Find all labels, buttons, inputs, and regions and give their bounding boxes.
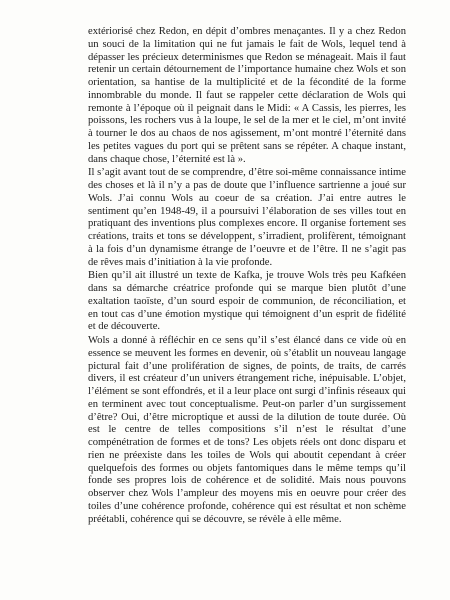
paragraph-redon-wols: extériorisé chez Redon, en dépit d’ombres menaçantes. Il y a chez Redon un souci de la limitation qui ne fut jamais le fait de Wols, lequel tend à dépasser les précieux determinismes que Redon se ménageait. Mais il faut retenir un certain détournement de l’importance humaine chez Wols et son orientation, sa hantise de la multiplicité et de la fécondité de la forme innombrable du monde. Il faut se rappeler cette déclaration de Wols qui remonte à l’époque où il peignait dans le Midi: « A Cassis, les pierres, les poissons, les rochers vus à la loupe, le sel de la mer et le ciel, m’ont invité à tourner le dos au chaos de nos agissement, m’ont montré l’éternité dans les petites vagues du port qui se prêtent sans se répéter. A chaque instant, dans chaque chose, l’éternité est là ». [88,26,406,165]
paragraph-self-knowledge: Il s’agit avant tout de se comprendre, d’être soi-même connaissance intime des choses et là il n’y a pas de doute que l’influence sartrienne a joué sur Wols. J’ai connu Wols au coeur de sa création. J’ai entre autres le sentiment qu’en 1948-49, il a poursuivi l’élaboration de ses villes tout en pratiquant des inventions plus complexes encore. Il organise fortement ses créations, traits et tons se développent, s’irradient, prolifèrent, témoignant à la fois d’un dynamisme étrange de l’oeuvre et de l’être. Il ne s’agit pas de rêves mais d’initiation à la vie profonde. [88,167,406,268]
paragraph-kafka: Bien qu’il ait illustré un texte de Kafka, je trouve Wols très peu Kafkéen dans sa démarche créatrice profonde qui se marque bien plutôt d’une exaltation taoïste, d’un sourd espoir de communion, de réconciliation, et en tout cas d’une émotion mystique qui témoignent d’un esprit de fidélité et de découverte. [88,270,406,333]
paragraph-pictorial-language: Wols a donné à réfléchir en ce sens qu’il s’est élancé dans ce vide où en essence se meuvent les formes en devenir, où s’établit un nouveau langage pictural fait d’une prolifération de signes, de points, de traits, de carrés divers, il est créateur d’un univers étrangement riche, inépuisable. L’objet, l’élément se sont effondrés, et il a leur place ont surgi d’infinis réseaux qui en terminent avec tout conceptualisme. Peut-on parler d’un surgissement d’être? Oui, d’être microptique et aussi de la dilution de toute durée. Où est le centre de telles compositions s’il n’est le résultat d’une compénétration de formes et de tons? Les objets réels ont donc disparu et rien ne préexiste dans les toiles de Wols qui aboutit cependant à créer quelquefois des formes ou objets fantomiques dans le même temps qu’il fonde ses propres lois de cohérence et de solidité. Mais nous pouvons observer chez Wols l’ampleur des moyens mis en oeuvre pour créer des toiles d’une cohérence profonde, cohérence qui est résultat et non schème préétabli, cohérence qui se découvre, se révèle à elle même. [88,335,406,525]
text-column [88,26,406,526]
